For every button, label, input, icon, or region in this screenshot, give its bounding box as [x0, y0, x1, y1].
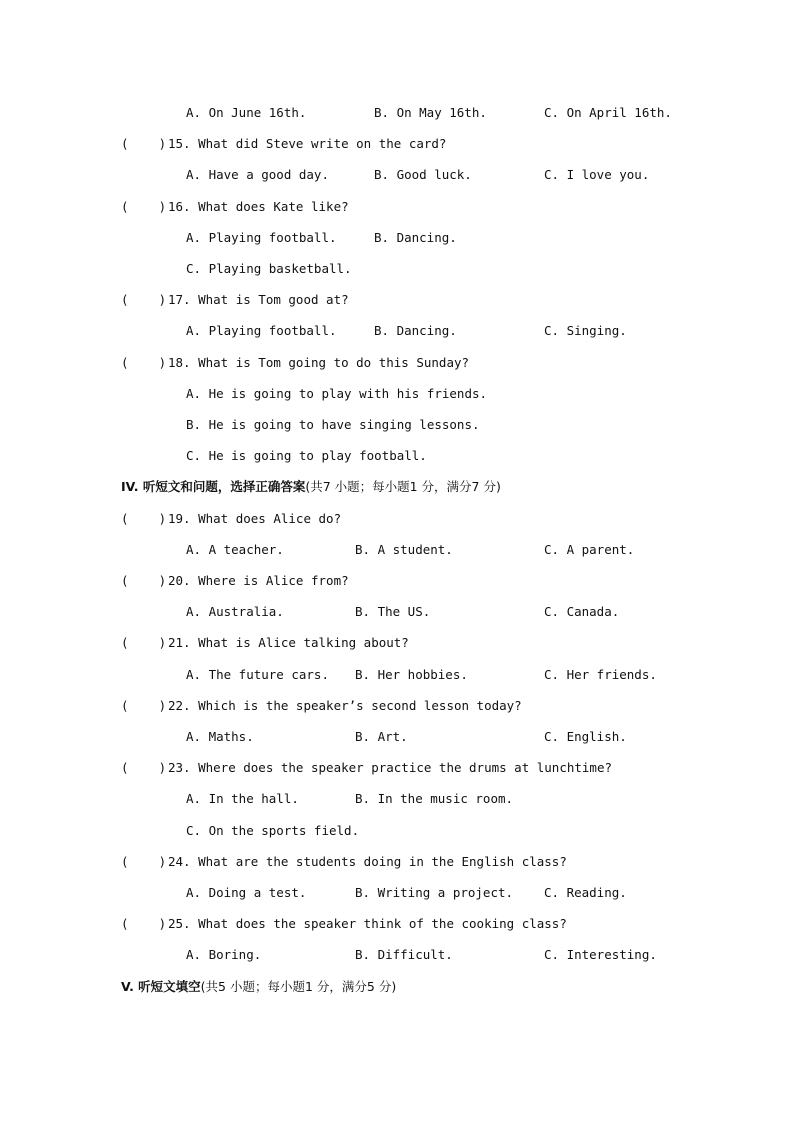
answer-option: C. I love you.: [544, 167, 650, 182]
section-note: (共7 小题；每小题1 分，满分7 分): [305, 479, 501, 494]
answer-blank[interactable]: ( ): [121, 199, 167, 214]
answer-option: C. On the sports field.: [186, 823, 360, 838]
answer-option: B. A student.: [355, 542, 453, 557]
answer-option: A. Playing football.: [186, 323, 337, 338]
answer-option: C. Interesting.: [544, 947, 657, 962]
answer-option: B. Dancing.: [374, 323, 457, 338]
answer-option: A. Boring.: [186, 947, 262, 962]
answer-option: B. On May 16th.: [374, 105, 487, 120]
section-heading: [121, 479, 501, 495]
answer-blank[interactable]: ( ): [121, 760, 167, 775]
answer-option: C. Singing.: [544, 323, 627, 338]
answer-blank[interactable]: ( ): [121, 916, 167, 931]
answer-option: C. Playing basketball.: [186, 261, 352, 276]
answer-blank[interactable]: ( ): [121, 854, 167, 869]
question-text: 19. What does Alice do?: [168, 511, 342, 526]
section-heading: [121, 979, 396, 995]
answer-option: C. Reading.: [544, 885, 627, 900]
answer-option: A. He is going to play with his friends.: [186, 386, 488, 401]
answer-option: B. Difficult.: [355, 947, 453, 962]
answer-option: B. Her hobbies.: [355, 667, 468, 682]
answer-blank[interactable]: ( ): [121, 511, 167, 526]
answer-blank[interactable]: ( ): [121, 635, 167, 650]
section-note: (共5 小题；每小题1 分，满分5 分): [200, 979, 397, 994]
question-text: 21. What is Alice talking about?: [168, 635, 409, 650]
answer-option: B. Dancing.: [374, 230, 457, 245]
answer-option: B. Good luck.: [374, 167, 472, 182]
answer-blank[interactable]: ( ): [121, 355, 167, 370]
question-text: 15. What did Steve write on the card?: [168, 136, 447, 151]
answer-option: A. Maths.: [186, 729, 254, 744]
answer-option: C. Her friends.: [544, 667, 657, 682]
answer-option: A. Doing a test.: [186, 885, 307, 900]
question-text: 23. Where does the speaker practice the drums at lunchtime?: [168, 760, 613, 775]
answer-option: B. The US.: [355, 604, 431, 619]
question-text: 25. What does the speaker think of the cooking class?: [168, 916, 567, 931]
answer-option: C. English.: [544, 729, 627, 744]
question-text: 17. What is Tom good at?: [168, 292, 349, 307]
answer-blank[interactable]: ( ): [121, 292, 167, 307]
answer-option: B. He is going to have singing lessons.: [186, 417, 480, 432]
answer-option: C. A parent.: [544, 542, 635, 557]
answer-option: B. Art.: [355, 729, 408, 744]
section-label: V. 听短文填空: [121, 979, 201, 994]
answer-option: B. In the music room.: [355, 791, 514, 806]
answer-option: A. Playing football.: [186, 230, 337, 245]
answer-option: A. The future cars.: [186, 667, 329, 682]
answer-blank[interactable]: ( ): [121, 698, 167, 713]
answer-option: C. He is going to play football.: [186, 448, 427, 463]
answer-option: C. Canada.: [544, 604, 620, 619]
answer-option: A. A teacher.: [186, 542, 284, 557]
question-text: 16. What does Kate like?: [168, 199, 349, 214]
question-text: 24. What are the students doing in the English class?: [168, 854, 567, 869]
question-text: 20. Where is Alice from?: [168, 573, 349, 588]
answer-option: A. Australia.: [186, 604, 284, 619]
question-text: 22. Which is the speaker’s second lesson today?: [168, 698, 522, 713]
question-text: 18. What is Tom going to do this Sunday?: [168, 355, 470, 370]
answer-option: A. Have a good day.: [186, 167, 329, 182]
answer-blank[interactable]: ( ): [121, 573, 167, 588]
answer-option: A. In the hall.: [186, 791, 299, 806]
section-label: IV. 听短文和问题，选择正确答案: [121, 479, 306, 494]
answer-option: C. On April 16th.: [544, 105, 672, 120]
answer-option: A. On June 16th.: [186, 105, 307, 120]
answer-blank[interactable]: ( ): [121, 136, 167, 151]
answer-option: B. Writing a project.: [355, 885, 514, 900]
